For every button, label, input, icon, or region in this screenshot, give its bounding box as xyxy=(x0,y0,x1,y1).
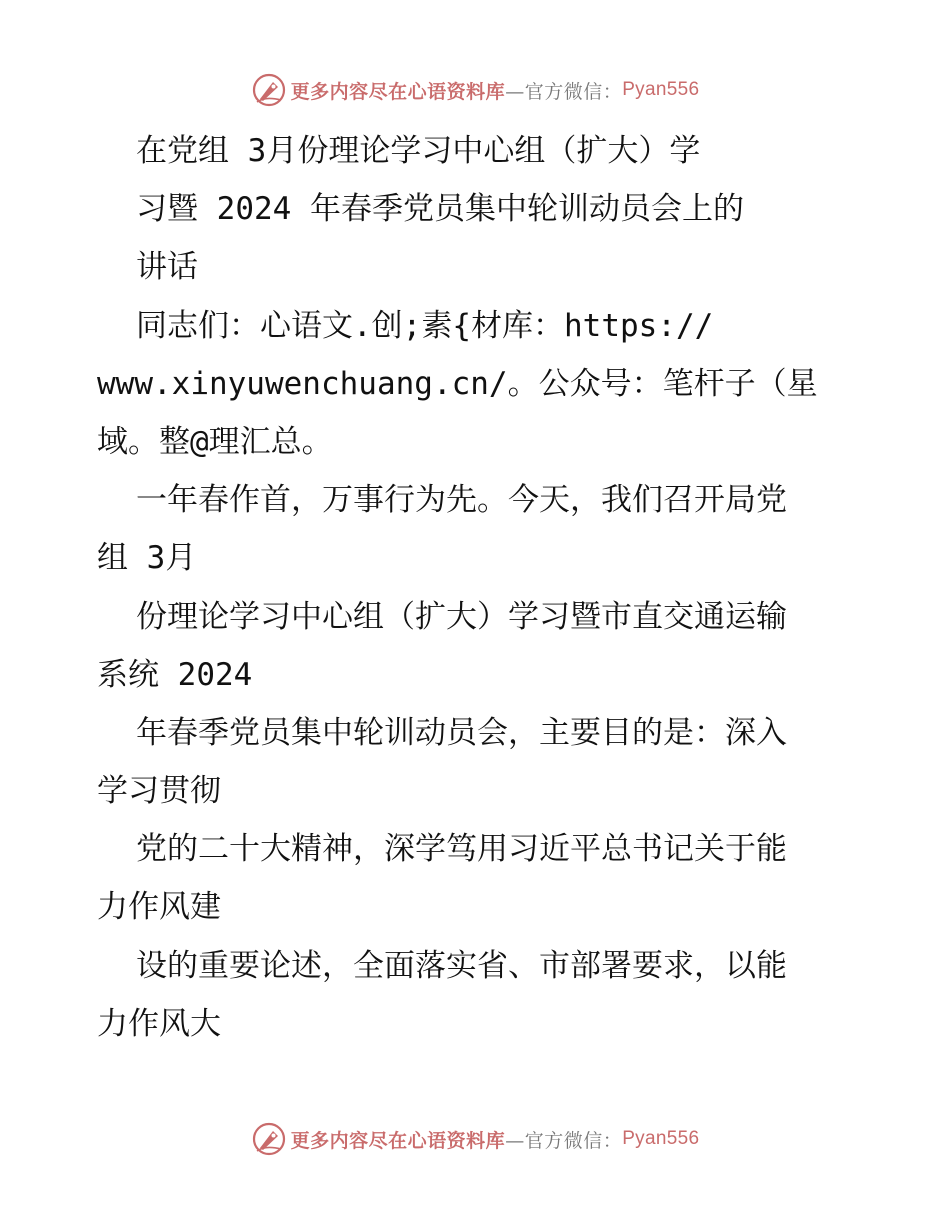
doc-line: 年春季党员集中轮训动员会，主要目的是：深入 xyxy=(136,714,787,751)
banner-main-text: 更多内容尽在心语资料库 xyxy=(290,1129,506,1152)
doc-line: 份理论学习中心组（扩大）学习暨市直交通运输 xyxy=(136,598,787,635)
doc-line: 组 3月 xyxy=(97,540,197,577)
doc-line: 党的二十大精神，深学笃用习近平总书记关于能 xyxy=(136,831,787,868)
doc-line: 力作风大 xyxy=(97,1005,221,1042)
doc-line: 设的重要论述，全面落实省、市部署要求，以能 xyxy=(136,947,787,984)
doc-line: 一年春作首，万事行为先。今天，我们召开局党 xyxy=(136,482,787,519)
banner-wechat-id: Pyan556 xyxy=(622,1128,700,1149)
header-banner xyxy=(0,70,950,110)
document-body xyxy=(97,122,857,1053)
banner-main-text: 更多内容尽在心语资料库 xyxy=(290,80,506,103)
doc-line: 在党组 3月份理论学习中心组（扩大）学 xyxy=(136,133,701,169)
pen-nib-logo-icon xyxy=(251,1121,287,1157)
doc-line: 习暨 2024 年春季党员集中轮训动员会上的 xyxy=(136,191,744,228)
doc-line: 同志们：心语文.创;素{材库：https:// xyxy=(136,307,714,344)
banner-dash-text: —官方微信： xyxy=(505,80,623,103)
doc-line: www.xinyuwenchuang.cn/。公众号：笔杆子（星 xyxy=(97,365,818,402)
pen-nib-logo-icon xyxy=(251,72,287,108)
doc-line: 系统 2024 xyxy=(97,656,253,693)
doc-line: 讲话 xyxy=(136,249,198,286)
banner-dash-text: —官方微信： xyxy=(505,1129,623,1152)
doc-line: 域。整@理汇总。 xyxy=(97,423,333,460)
banner-wechat-id: Pyan556 xyxy=(622,79,700,100)
footer-banner xyxy=(0,1119,950,1159)
doc-line: 力作风建 xyxy=(97,889,221,926)
doc-line: 学习贯彻 xyxy=(97,773,221,810)
